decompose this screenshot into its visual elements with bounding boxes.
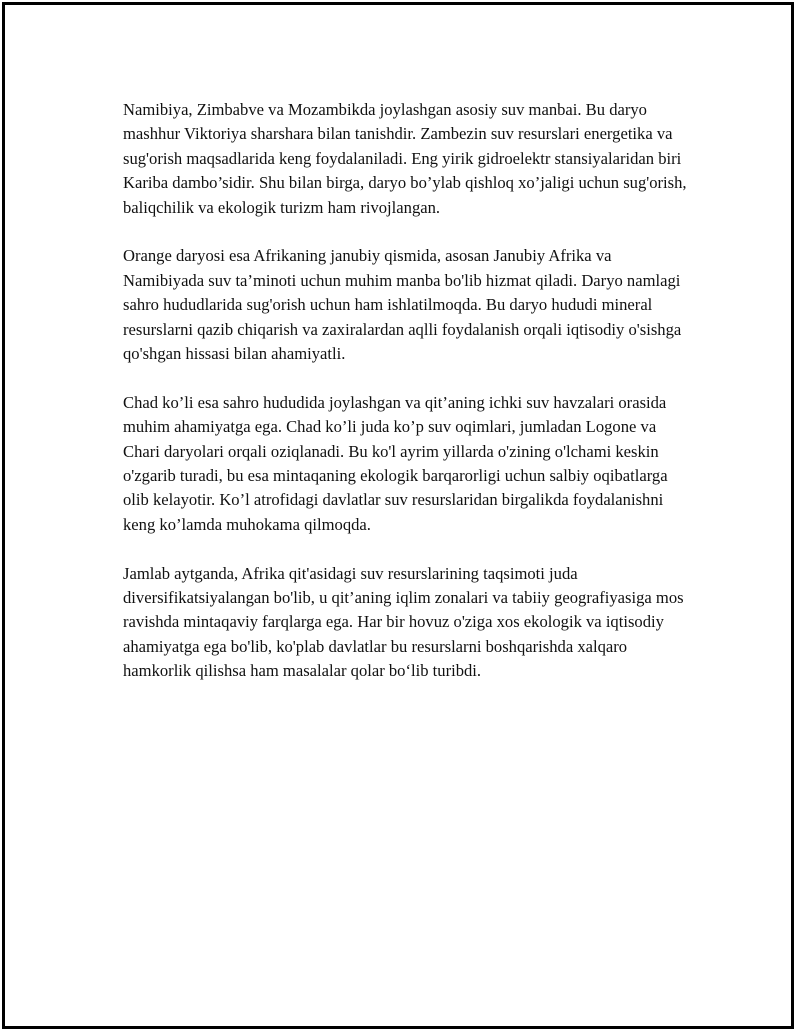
document-body	[123, 98, 693, 684]
paragraph-zambezi: Namibiya, Zimbabve va Mozambikda joylashgan asosiy suv manbai. Bu daryo mashhur Viktoriya sharshara bilan tanishdir. Zambezin suv resurslari energetika va sug'orish maqsadlarida keng foydalaniladi. Eng yirik gidroelektr stansiyalaridan biri Kariba dambo’sidir. Shu bilan birga, daryo bo’ylab qishloq xo’jaligi uchun sug'orish, baliqchilik va ekologik turizm ham rivojlangan.	[123, 100, 687, 217]
paragraph-orange-river: Orange daryosi esa Afrikaning janubiy qismida, asosan Janubiy Afrika va Namibiyada suv ta’minoti uchun muhim manba bo'lib hizmat qiladi. Daryo namlagi sahro hududlarida sug'orish uchun ham ishlatilmoqda. Bu daryo hududi mineral resurslarni qazib chiqarish va zaxiralardan aqlli foydalanish orqali iqtisodiy o'sishga qo'shgan hissasi bilan ahamiyatli.	[123, 246, 682, 364]
paragraph-lake-chad: Chad ko’li esa sahro hududida joylashgan va qit’aning ichki suv havzalari orasida muhim ahamiyatga ega. Chad ko’li juda ko’p suv oqimlari, jumladan Logone va Chari daryolari orqali oziqlanadi. Bu ko'l ayrim yillarda o'zining o'lchami keskin o'zgarib turadi, bu esa mintaqaning ekologik barqarorligi uchun salbiy oqibatlarga olib kelayotir. Ko’l atrofidagi davlatlar suv resurslaridan birgalikda foydalanishni keng ko’lamda muhokama qilmoqda.	[123, 392, 668, 534]
page-frame	[2, 2, 794, 1029]
paragraph-conclusion: Jamlab aytganda, Afrika qit'asidagi suv resurslarining taqsimoti juda diversifikatsiyalangan bo'lib, u qit’aning iqlim zonalari va tabiiy geografiyasiga mos ravishda mintaqaviy farqlarga ega. Har bir hovuz o'ziga xos ekologik va iqtisodiy ahamiyatga ega bo'lib, ko'plab davlatlar bu resurslarni boshqarishda xalqaro hamkorlik qilishsa ham masalalar qolar bo‘lib turibdi.	[123, 563, 684, 681]
